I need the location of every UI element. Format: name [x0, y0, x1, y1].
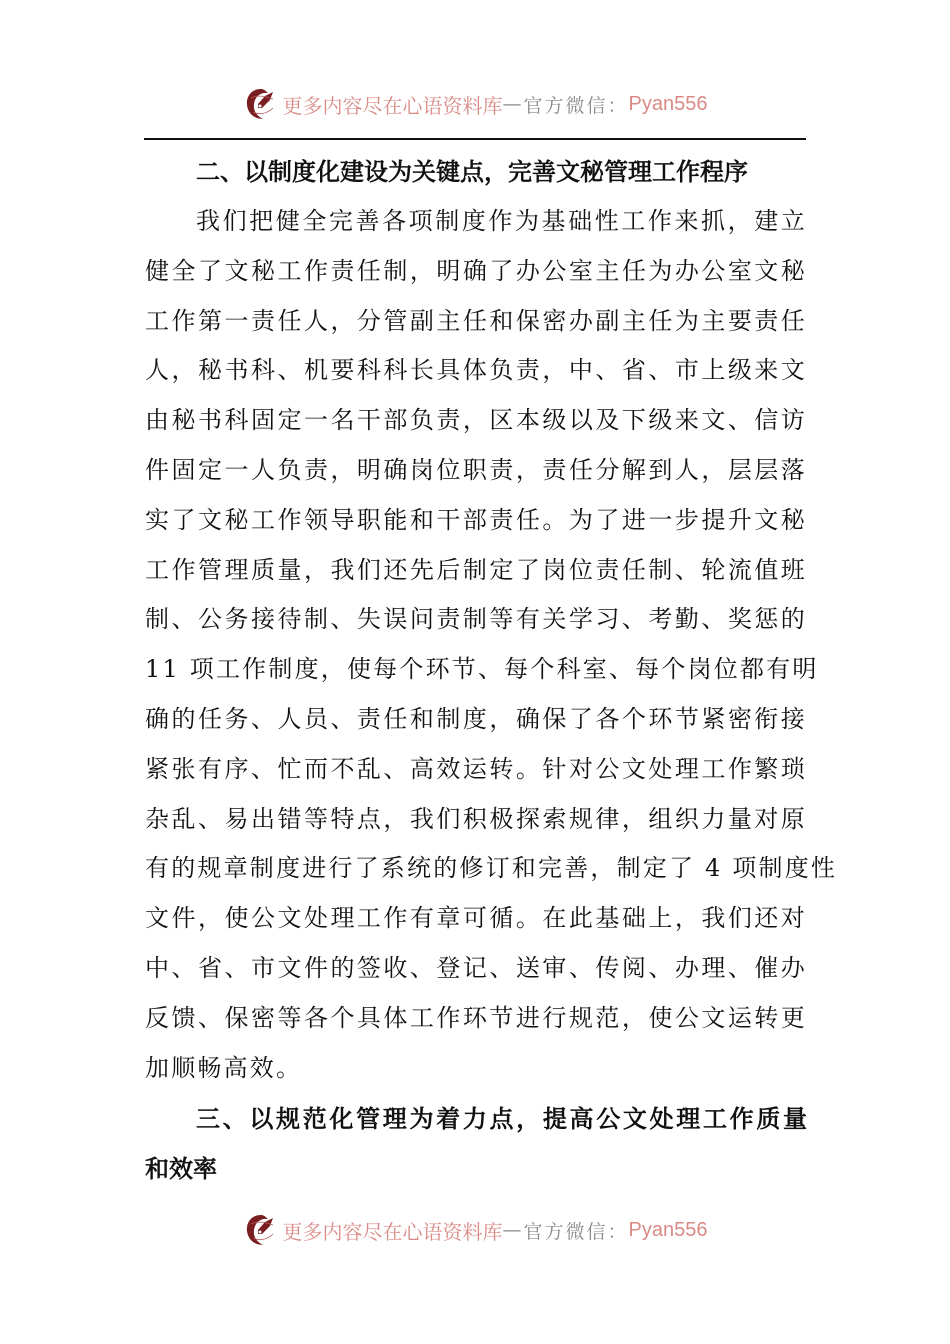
paragraph-line: 件固定一人负责，明确岗位职责，责任分解到人，层层落: [145, 455, 807, 484]
paragraph-line: 实了文秘工作领导职能和干部责任。为了进一步提升文秘: [145, 505, 807, 534]
paragraph-line: 确的任务、人员、责任和制度，确保了各个环节紧密衔接: [145, 704, 807, 733]
wechat-label: 官方微信：: [523, 94, 629, 117]
header-divider: [144, 138, 806, 140]
banner-separator: —: [502, 93, 524, 115]
paragraph-line: 杂乱、易出错等特点，我们积极探索规律，组织力量对原: [145, 804, 807, 833]
promo-text: 更多内容尽在心语资料库: [282, 1219, 503, 1244]
section-three-heading-line1: 三、以规范化管理为着力点，提高公文处理工作质量: [196, 1105, 807, 1133]
paragraph-line: 工作管理质量，我们还先后制定了岗位责任制、轮流值班: [145, 555, 807, 584]
paragraph-line: 有的规章制度进行了系统的修订和完善，制定了 4 项制度性: [145, 854, 838, 883]
section-two-heading: 二、以制度化建设为关键点，完善文秘管理工作程序: [196, 158, 748, 186]
section-three-heading-line2: 和效率: [145, 1155, 217, 1183]
pen-nib-logo-icon: [243, 1212, 279, 1248]
paragraph-line: 中、省、市文件的签收、登记、送审、传阅、办理、催办: [145, 953, 807, 982]
paragraph-line: 工作第一责任人，分管副主任和保密办副主任为主要责任: [145, 306, 807, 335]
section-three-heading: [145, 1094, 807, 1194]
banner-separator: —: [502, 1219, 524, 1241]
paragraph-line: 反馈、保密等各个具体工作环节进行规范，使公文运转更: [145, 1003, 807, 1032]
wechat-label: 官方微信：: [523, 1220, 629, 1243]
pen-nib-logo-icon: [243, 86, 279, 122]
promo-text: 更多内容尽在心语资料库: [282, 93, 503, 118]
wechat-id: Pyan556: [628, 92, 708, 115]
paragraph-line: 文件，使公文处理工作有章可循。在此基础上，我们还对: [145, 904, 807, 933]
paragraph-line: 人，秘书科、机要科科长具体负责，中、省、市上级来文: [145, 356, 807, 385]
body-paragraph: [145, 197, 838, 1093]
footer-banner: [0, 1210, 950, 1250]
paragraph-line: 紧张有序、忙而不乱、高效运转。针对公文处理工作繁琐: [145, 754, 807, 783]
paragraph-line: 11 项工作制度，使每个环节、每个科室、每个岗位都有明: [145, 655, 819, 684]
paragraph-line: 健全了文秘工作责任制，明确了办公室主任为办公室文秘: [145, 256, 807, 285]
header-banner: [0, 84, 950, 124]
paragraph-line: 加顺畅高效。: [145, 1053, 303, 1082]
paragraph-line: 制、公务接待制、失误问责制等有关学习、考勤、奖惩的: [145, 605, 807, 634]
paragraph-line: 由秘书科固定一名干部负责，区本级以及下级来文、信访: [145, 406, 807, 435]
wechat-id: Pyan556: [628, 1218, 708, 1241]
paragraph-line: 我们把健全完善各项制度作为基础性工作来抓，建立: [196, 207, 807, 235]
